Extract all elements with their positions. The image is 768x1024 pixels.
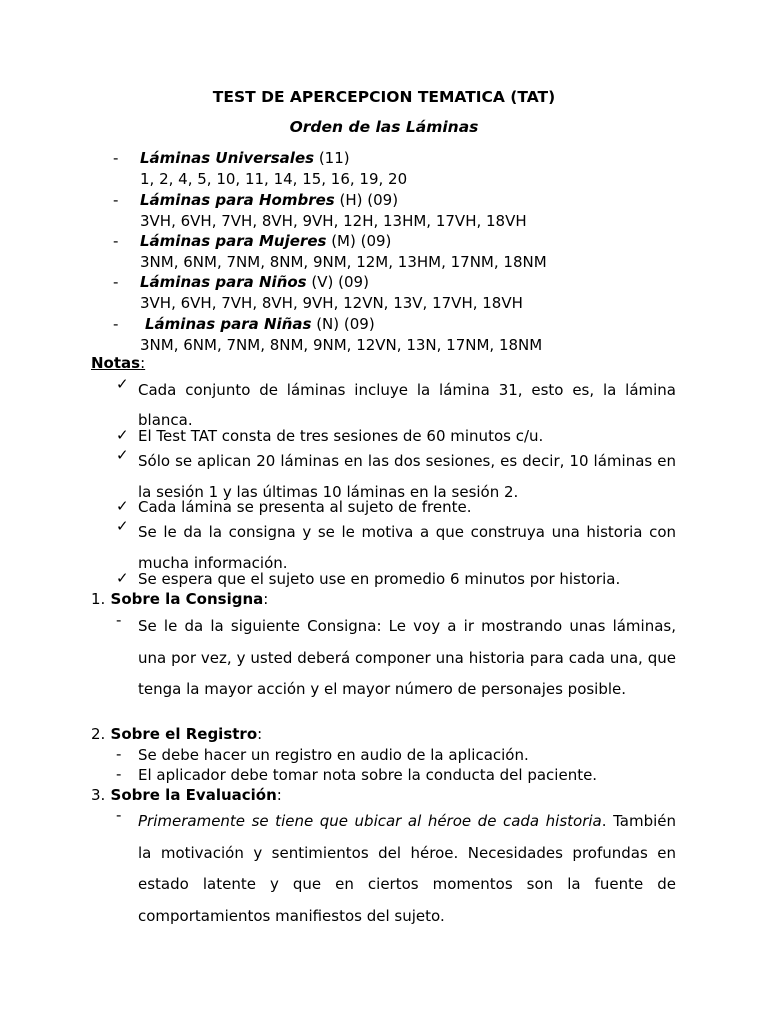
checkmark-icon: ✓ [116, 569, 129, 587]
section-item-text: Se le da la siguiente Consigna: Le voy a ir mostrando unas láminas, una por vez, y usted deberá componer una historia para cada una, que tenga la mayor acción y el mayor número de personajes posible. [138, 617, 676, 698]
category-name: Láminas Universales [140, 149, 315, 167]
list-dash: - [113, 232, 119, 250]
note-text: Sólo se aplican 20 láminas en las dos sesiones, es decir, 10 láminas en la sesión 1 y las últimas 10 láminas en la sesión 2. [138, 452, 676, 501]
category-codes: 3NM, 6NM, 7NM, 8NM, 9NM, 12VN, 13N, 17NM, 18NM [140, 336, 543, 354]
list-dash: - [116, 765, 122, 783]
category-name: Láminas para Mujeres [140, 232, 327, 250]
note-text: Se le da la consigna y se le motiva a que construya una historia con mucha información. [138, 523, 676, 572]
checkmark-icon: ✓ [116, 446, 129, 464]
section-heading: 1. Sobre la Consigna: [91, 590, 269, 608]
list-dash: - [113, 273, 119, 291]
category-suffix: (H) (09) [334, 191, 399, 209]
category-name: Láminas para Niñas [145, 315, 312, 333]
list-dash: - [116, 745, 122, 763]
category-name: Láminas para Niños [140, 273, 307, 291]
section-heading: 3. Sobre la Evaluación: [91, 786, 282, 804]
category-name: Láminas para Hombres [140, 191, 335, 209]
list-dash: - [116, 611, 122, 629]
section-item-text: El aplicador debe tomar nota sobre la conducta del paciente. [138, 766, 598, 784]
checkmark-icon: ✓ [116, 517, 129, 535]
section-item-text: . También la motivación y sentimientos del héroe. Necesidades profundas en estado latente y que en ciertos momentos son la fuente de comportamientos manifiestos del sujeto. [138, 812, 676, 925]
category-suffix: (N) (09) [311, 315, 375, 333]
note-text: El Test TAT consta de tres sesiones de 60 minutos c/u. [138, 427, 544, 445]
section-item-text: Se debe hacer un registro en audio de la aplicación. [138, 746, 529, 764]
page-subtitle: Orden de las Láminas [289, 118, 479, 136]
category-suffix: (11) [314, 149, 350, 167]
section-item-italic-text: Primeramente se tiene que ubicar al héroe de cada historia [138, 812, 602, 830]
checkmark-icon: ✓ [116, 375, 129, 393]
category-suffix: (M) (09) [326, 232, 392, 250]
category-codes: 3NM, 6NM, 7NM, 8NM, 9NM, 12M, 13HM, 17NM, 18NM [140, 253, 547, 271]
list-dash: - [113, 149, 119, 167]
note-text: Cada conjunto de láminas incluye la lámina 31, esto es, la lámina blanca. [138, 381, 676, 429]
note-text: Se espera que el sujeto use en promedio 6 minutos por historia. [138, 570, 621, 588]
notes-heading: Notas: [91, 354, 146, 372]
category-codes: 1, 2, 4, 5, 10, 11, 14, 15, 16, 19, 20 [140, 170, 408, 188]
list-dash: - [113, 191, 119, 209]
category-suffix: (V) (09) [306, 273, 369, 291]
checkmark-icon: ✓ [116, 426, 129, 444]
note-text: Cada lámina se presenta al sujeto de frente. [138, 498, 472, 516]
category-codes: 3VH, 6VH, 7VH, 8VH, 9VH, 12H, 13HM, 17VH, 18VH [140, 212, 527, 230]
list-dash: - [113, 315, 119, 333]
list-dash: - [116, 806, 122, 824]
section-heading: 2. Sobre el Registro: [91, 725, 263, 743]
page-title: TEST DE APERCEPCION TEMATICA (TAT) [212, 88, 556, 106]
checkmark-icon: ✓ [116, 497, 129, 515]
category-codes: 3VH, 6VH, 7VH, 8VH, 9VH, 12VN, 13V, 17VH, 18VH [140, 294, 523, 312]
